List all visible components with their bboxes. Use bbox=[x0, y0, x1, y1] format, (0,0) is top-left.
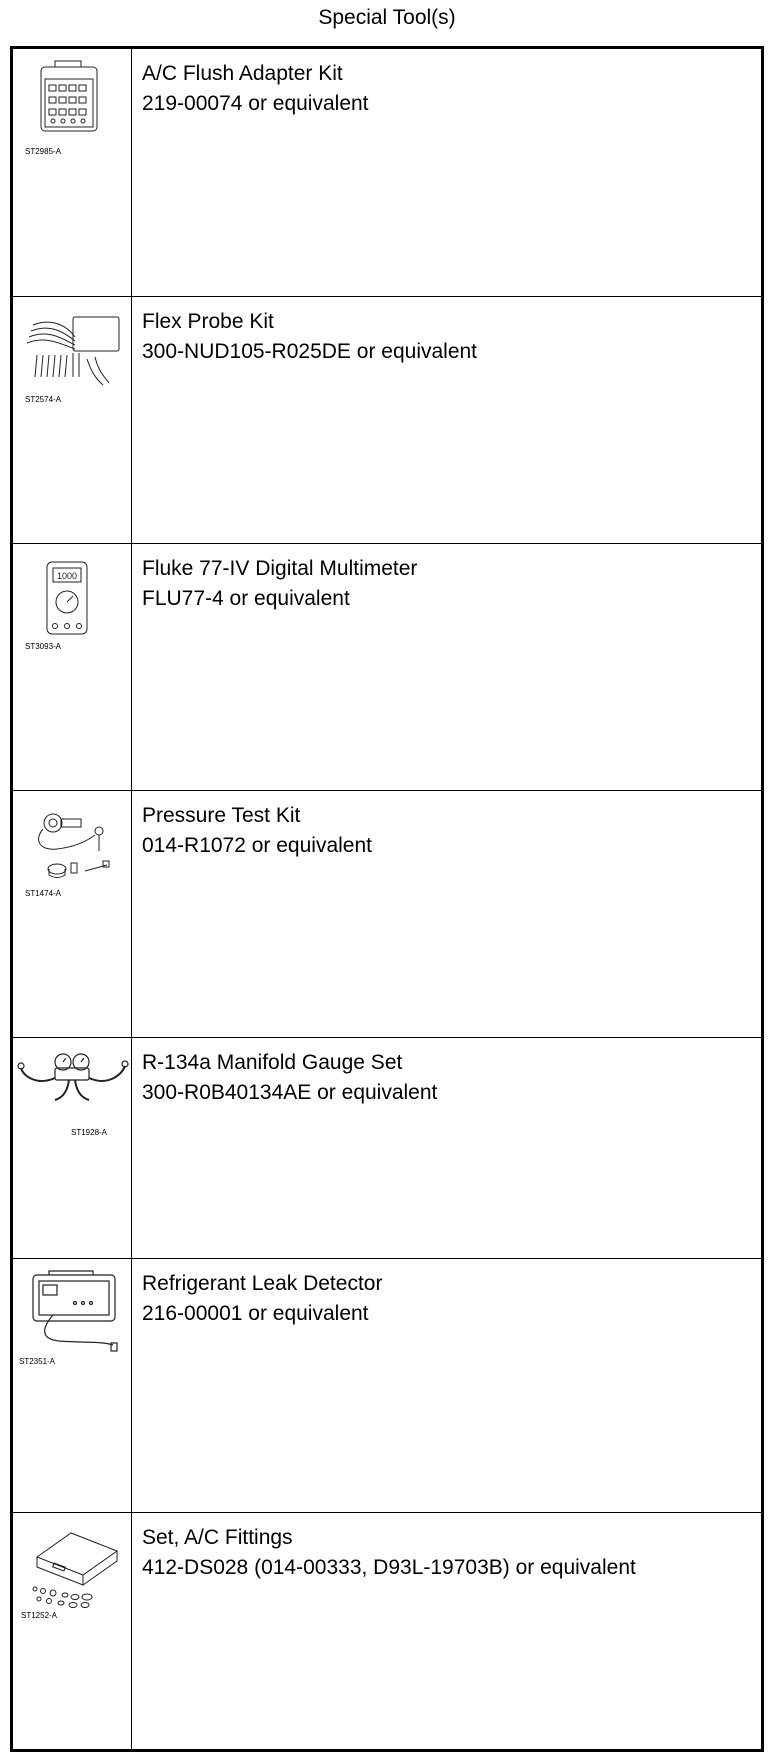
tool-part-number: 412-DS028 (014-00333, D93L-19703B) or equivalent bbox=[142, 1556, 636, 1579]
tool-name: A/C Flush Adapter Kit bbox=[142, 62, 343, 85]
tool-name: Flex Probe Kit bbox=[142, 310, 274, 333]
tool-info bbox=[142, 1269, 753, 1329]
figure-code: ST3093-A bbox=[25, 642, 62, 651]
flex-probe-kit-icon bbox=[13, 297, 131, 427]
tool-row bbox=[13, 1038, 761, 1259]
digital-multimeter-icon bbox=[13, 544, 131, 674]
tool-part-number: 216-00001 or equivalent bbox=[142, 1302, 369, 1325]
tool-name: Pressure Test Kit bbox=[142, 804, 301, 827]
tool-image-cell bbox=[13, 1038, 132, 1258]
tool-part-number: 219-00074 or equivalent bbox=[142, 92, 369, 115]
figure-code: ST2985-A bbox=[25, 147, 62, 156]
leak-detector-icon bbox=[13, 1259, 131, 1389]
special-tools-table bbox=[10, 46, 764, 1752]
flush-adapter-kit-icon bbox=[13, 49, 131, 179]
tool-row bbox=[13, 1513, 761, 1749]
tool-part-number: 014-R1072 or equivalent bbox=[142, 834, 372, 857]
ac-fittings-set-icon bbox=[13, 1513, 131, 1643]
tool-part-number: FLU77-4 or equivalent bbox=[142, 587, 350, 610]
figure-code: ST2574-A bbox=[25, 395, 62, 404]
tool-image-cell bbox=[13, 49, 132, 296]
tool-info bbox=[142, 1048, 753, 1108]
tool-name: Fluke 77-IV Digital Multimeter bbox=[142, 557, 418, 580]
tool-info bbox=[142, 1523, 753, 1583]
tool-name: Refrigerant Leak Detector bbox=[142, 1272, 383, 1295]
tool-info bbox=[142, 307, 753, 367]
tool-row bbox=[13, 544, 761, 791]
figure-code: ST1252-A bbox=[21, 1611, 58, 1620]
multimeter-display-reading: 1000 bbox=[56, 571, 78, 581]
tool-image-cell bbox=[13, 791, 132, 1037]
tool-info bbox=[142, 801, 753, 861]
tool-row bbox=[13, 297, 761, 544]
tool-row bbox=[13, 49, 761, 297]
figure-code: ST1474-A bbox=[25, 889, 62, 898]
tool-image-cell bbox=[13, 544, 132, 790]
tool-part-number: 300-R0B40134AE or equivalent bbox=[142, 1081, 438, 1104]
tool-info bbox=[142, 59, 753, 119]
tool-name: Set, A/C Fittings bbox=[142, 1526, 293, 1549]
figure-code: ST1928-A bbox=[71, 1128, 108, 1137]
figure-code: ST2351-A bbox=[19, 1357, 56, 1366]
tool-image-cell bbox=[13, 1259, 132, 1512]
tool-row bbox=[13, 1259, 761, 1513]
tool-image-cell bbox=[13, 1513, 132, 1749]
tool-row bbox=[13, 791, 761, 1038]
page-title: Special Tool(s) bbox=[318, 6, 456, 29]
tool-name: R-134a Manifold Gauge Set bbox=[142, 1051, 403, 1074]
tool-image-cell bbox=[13, 297, 132, 543]
tool-part-number: 300-NUD105-R025DE or equivalent bbox=[142, 340, 478, 363]
tool-info bbox=[142, 554, 753, 614]
manifold-gauge-set-icon bbox=[13, 1038, 131, 1168]
pressure-test-kit-icon bbox=[13, 791, 131, 921]
